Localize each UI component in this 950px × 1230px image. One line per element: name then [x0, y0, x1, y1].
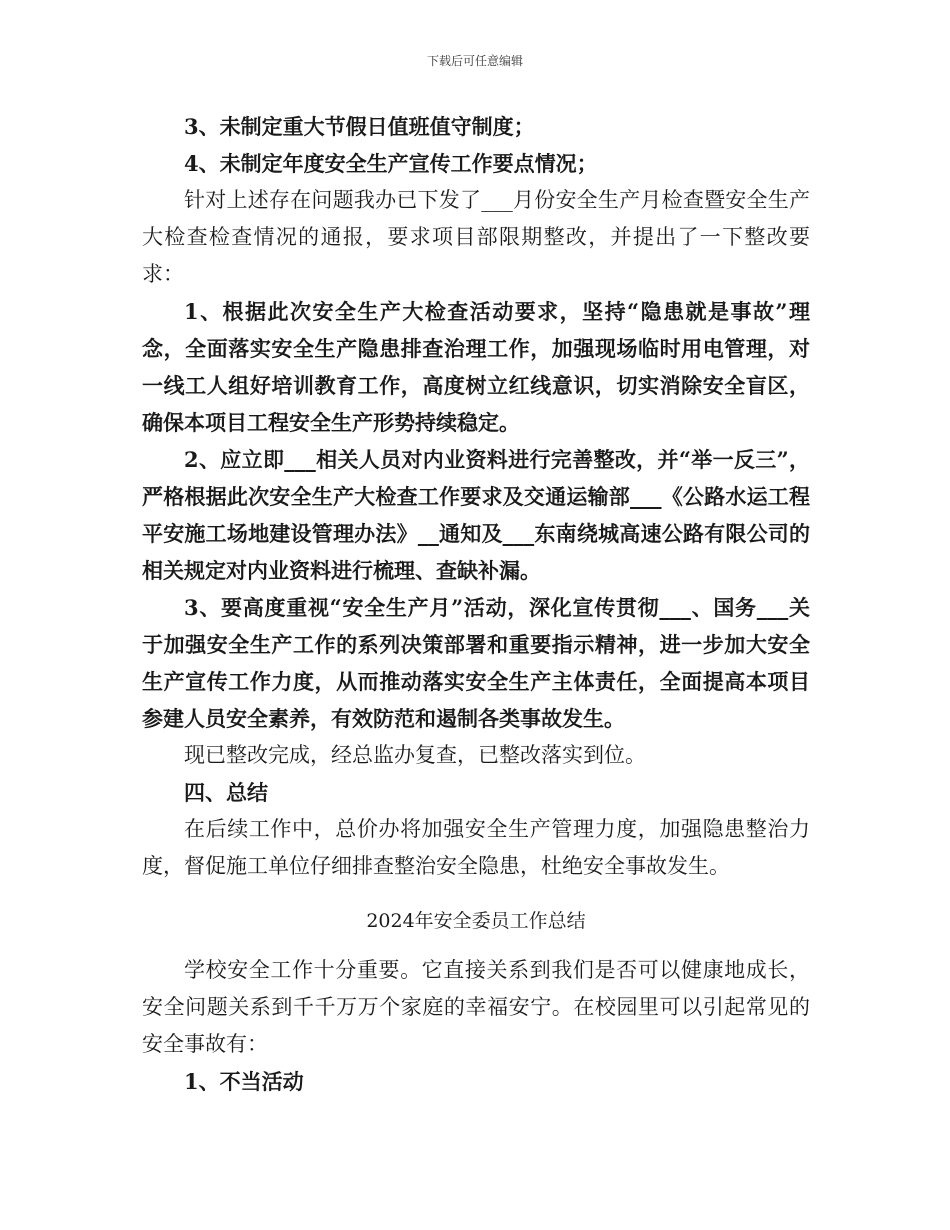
paragraph-item-4: 4、未制定年度安全生产宣传工作要点情况； — [184, 151, 598, 176]
page-header-note: 下载后可任意编辑 — [426, 54, 523, 68]
section-heading-summary: 四、总结 — [184, 780, 268, 805]
paragraph-item-3: 3、未制定重大节假日值班值守制度； — [184, 114, 535, 139]
paragraph-requirement-2: 2、应立即___相关人员对内业资料进行完善整改，并“举一反三”，严格根据此次安全生产大检查工作要求及交通运输部___《公路水运工程平安施工场地建设管理办法》__通知及___东南绕城高速公路有限公司的相关规定对内业资料进行梳理、查缺补漏。 — [142, 447, 810, 583]
paragraph-summary: 在后续工作中，总价办将加强安全生产管理力度，加强隐患整治力度，督促施工单位仔细排查整治安全隐患，杜绝安全事故发生。 — [142, 817, 810, 878]
paragraph-school-safety: 学校安全工作十分重要。它直接关系到我们是否可以健康地成长，安全问题关系到千千万万个家庭的幸福安宁。在校园里可以引起常见的安全事故有： — [142, 958, 810, 1056]
paragraph-completion: 现已整改完成，经总监办复查，已整改落实到位。 — [184, 743, 646, 767]
paragraph-rectification-notice: 针对上述存在问题我办已下发了___月份安全生产月检查暨安全生产大检查检查情况的通报，要求项目部限期整改，并提出了一下整改要求： — [142, 188, 810, 286]
list-item-improper-activity: 1、不当活动 — [184, 1069, 304, 1094]
paragraph-requirement-1: 1、根据此次安全生产大检查活动要求，坚持“隐患就是事故”理念，全面落实安全生产隐患排查治理工作，加强现场临时用电管理，对一线工人组好培训教育工作，高度树立红线意识，切实消除安全盲区，确保本项目工程安全生产形势持续稳定。 — [142, 299, 810, 435]
paragraph-requirement-3: 3、要高度重视“安全生产月”活动，深化宣传贯彻___、国务___关于加强安全生产工作的系列决策部署和重要指示精神，进一步加大安全生产宣传工作力度，从而推动落实安全生产主体责任，全面提高本项目参建人员安全素养，有效防范和遏制各类事故发生。 — [142, 595, 810, 731]
document-body — [142, 108, 810, 1100]
document-title: 2024年安全委员工作总结 — [366, 910, 586, 932]
